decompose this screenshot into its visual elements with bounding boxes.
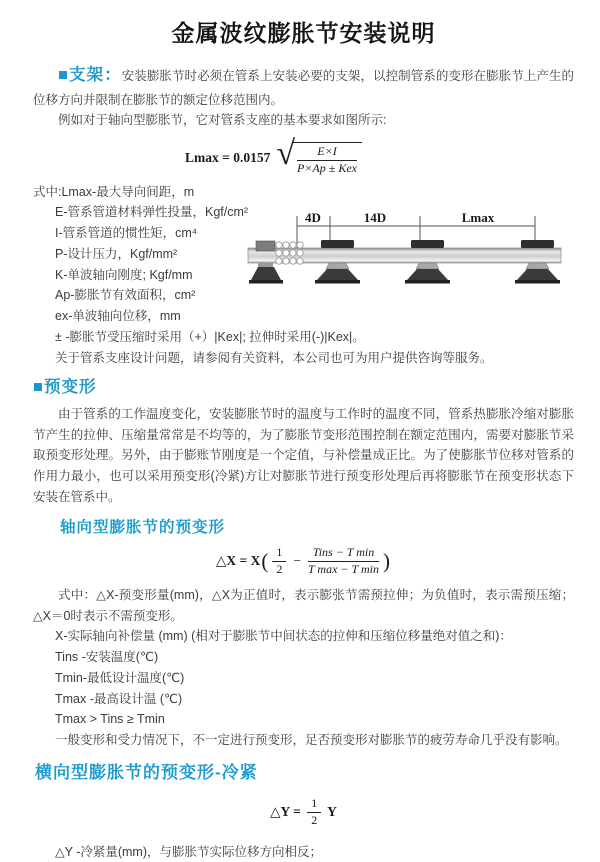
axial-note: Tmax -最高设计温 (℃) xyxy=(55,691,183,706)
dim-label-4d: 4D xyxy=(305,209,321,225)
axial-note: Tins -安装温度(℃) xyxy=(55,650,159,665)
pipe-support-diagram xyxy=(245,210,595,310)
lmax-formula xyxy=(33,135,574,176)
definition-line: 式中:Lmax-最大导向间距，m xyxy=(33,184,195,199)
axial-note: 一般变形和受力情况下，不一定进行预变形，足否预变形对膨胀节的疲劳寿命几乎没有影响。 xyxy=(55,733,568,748)
pipe-support-diagram-svg xyxy=(245,210,595,310)
axial-note: 式中：△X-预变形量(mm)，△X为正值时，表示膨张节需预拉伸；为负值时，表示需预压缩；△X＝0时表示不需预变形。 xyxy=(33,587,574,623)
lmax-formula-denominator: P×Ap ± Kex xyxy=(297,160,357,175)
plusminus-note: ± -膨胀节受压缩时采用（+）|Kex|; 拉伸时采用(-)|Kex|。 xyxy=(55,329,365,344)
support-example-line: 例如对于轴向型膨胀节，它对管系支座的基本要求如图所示: xyxy=(58,113,387,128)
lateral-formula-prefix: △Y = xyxy=(270,804,305,820)
temp-denominator: T max − T min xyxy=(307,562,379,577)
axial-note: Tmin-最低设计温度(℃) xyxy=(55,670,185,685)
page-title: 金属波纹膨胀节安装说明 xyxy=(171,20,436,46)
temp-numerator: Tins − T min xyxy=(308,546,379,562)
axial-note: X-实际轴向补偿量 (mm) (相对于膨胀节中间状态的拉伸和压缩位移量绝对值之和)： xyxy=(55,629,512,644)
support-intro-text: 安装膨胀节时必须在管系上安装必要的支架，以控制管系的变形在膨胀节上产生的位移方向并限制在膨胀节的额定位移范围内。 xyxy=(33,69,574,107)
axial-formula-prefix: △X = X xyxy=(216,553,261,569)
dim-label-lmax: Lmax xyxy=(461,209,495,225)
dim-label-14d: 14D xyxy=(363,209,387,225)
lmax-formula-prefix: Lmax = 0.0157 xyxy=(185,149,271,165)
half-denominator: 2 xyxy=(276,562,283,577)
sqrt-radical xyxy=(276,135,362,176)
lateral-half-denominator: 2 xyxy=(311,812,318,827)
open-paren: ( xyxy=(261,549,269,574)
close-paren: ) xyxy=(382,549,390,574)
definition-line: P-设计压力，Kgf/mm² xyxy=(55,246,178,261)
bellows-icon xyxy=(276,241,303,263)
consult-note: 关于管系支座设计问题，请参阅有关资料，本公司也可为用户提供咨询等服务。 xyxy=(55,350,493,365)
axial-note: Tmax > Tins ≥ Tmin xyxy=(55,712,165,727)
half-numerator: 1 xyxy=(272,546,286,562)
support-section-heading: ■支架： xyxy=(58,66,122,85)
minus-operator: − xyxy=(293,553,301,569)
definition-line: K-单波轴向刚度; Kgf/mm xyxy=(55,267,193,282)
definition-line: Ap-膨胀节有效面积，cm² xyxy=(55,288,196,303)
axial-subsection-heading: 轴向型膨胀节的预变形 xyxy=(60,518,226,536)
definition-line: E-管系管道材料弹性投量，Kgf/cm² xyxy=(55,205,249,220)
lateral-half-numerator: 1 xyxy=(307,797,321,813)
axial-formula xyxy=(33,546,574,577)
sqrt-sign: √ xyxy=(276,135,295,173)
lmax-formula-numerator: E×I xyxy=(297,145,357,161)
lateral-subsection-heading: 横向型膨胀节的预变形-冷紧 xyxy=(35,762,258,782)
definition-line: I-管系管道的惯性矩，cm⁴ xyxy=(55,226,198,241)
predeform-section-heading: ■预变形 xyxy=(33,378,97,397)
lateral-note: △Y -冷紧量(mm)，与膨胀节实际位移方向相反； xyxy=(55,844,323,859)
predeform-paragraph: 由于管系的工作温度变化，安装膨胀节时的温度与工作时的温度不同，管系热膨胀冷缩对膨胀节产生的拉伸、压缩量常常是不均等的，为了膨胀节变形范围控制在额定范围内，需要对膨胀节采取预变形处理。另外，由于膨账节刚度是一个定值，与补偿量成正比。为了使膨胀节位移对管系的作用力最小，也可以采用预变形(冷紧)方让对膨胀节进行预变形处理后再将膨胀节在预变形状态下安装在管系中。 xyxy=(33,406,574,504)
definitions-and-diagram xyxy=(33,182,574,327)
support-intro-paragraph xyxy=(33,62,574,110)
definition-line: ex-单波轴向位移，mm xyxy=(55,309,181,324)
lateral-formula-suffix: Y xyxy=(324,804,337,820)
lateral-formula xyxy=(33,797,574,828)
